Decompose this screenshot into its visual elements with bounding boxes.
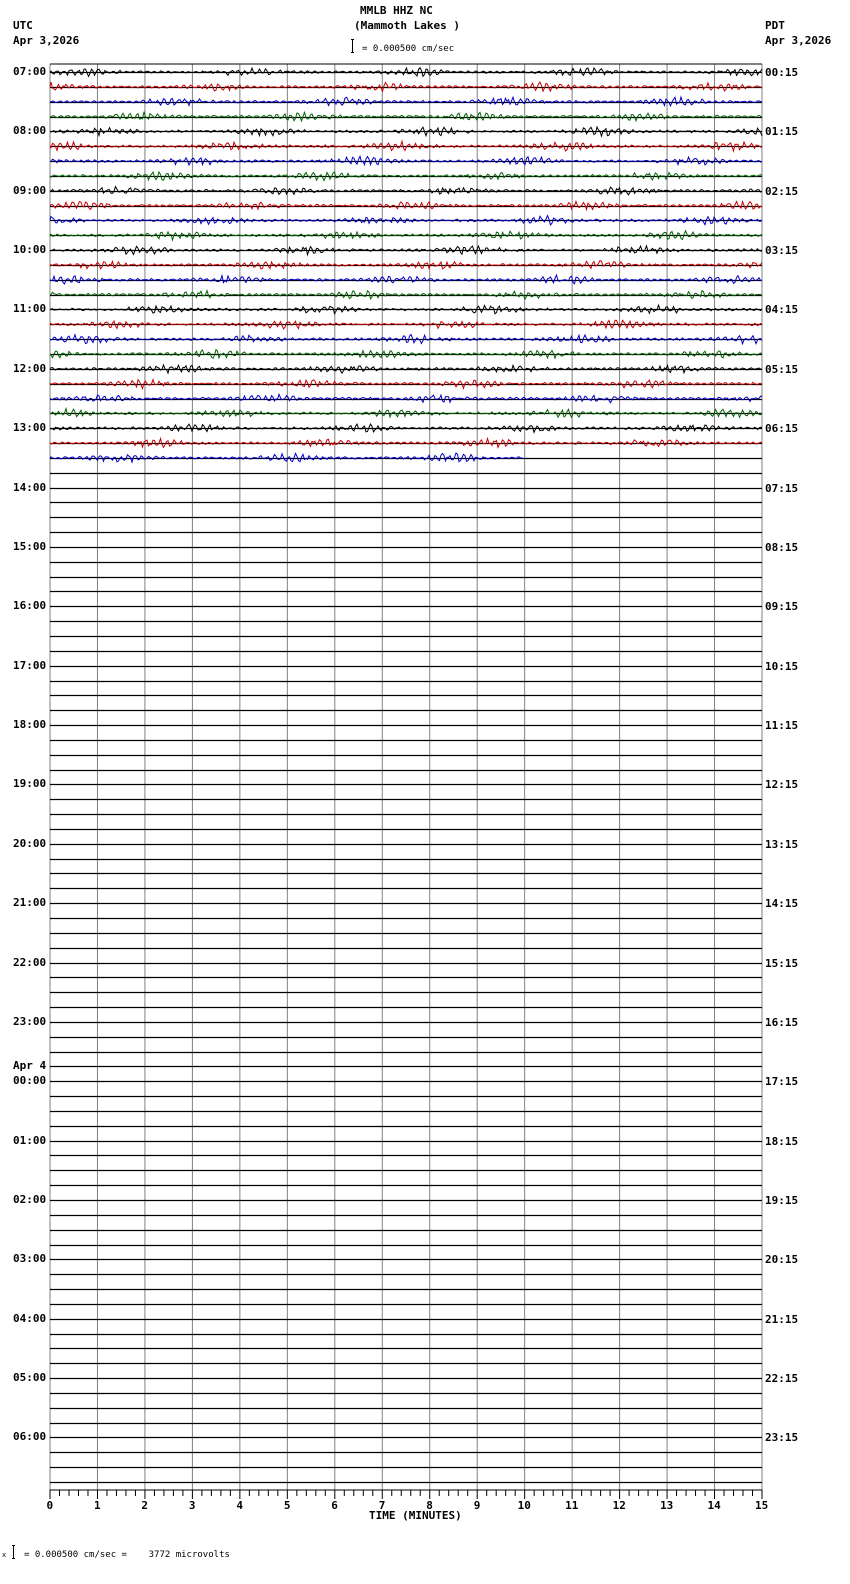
left-hour-label: 05:00 [13, 1371, 47, 1385]
left-hour-label: 04:00 [13, 1311, 47, 1325]
right-hour-label: 21:15 [765, 1312, 799, 1326]
right-hour-label: 09:15 [765, 600, 799, 614]
left-hour-label: 22:00 [13, 955, 47, 969]
right-hour-label: 10:15 [765, 659, 799, 673]
footer-marker: x [2, 1551, 7, 1559]
left-hour-label: 13:00 [13, 421, 47, 435]
x-tick-label: 14 [707, 1499, 721, 1512]
left-hour-label: 01:00 [13, 1133, 47, 1147]
left-hour-label: 10:00 [13, 243, 47, 257]
left-hour-label: 16:00 [13, 599, 47, 613]
right-hour-label: 17:15 [765, 1075, 799, 1089]
left-hour-label: 20:00 [13, 836, 47, 850]
right-hour-label: 02:15 [765, 184, 799, 198]
x-axis-label: TIME (MINUTES) [369, 1509, 462, 1522]
right-hour-label: 19:15 [765, 1194, 799, 1207]
left-hour-label: 00:00 [13, 1074, 47, 1088]
footer-scale-bar-icon [12, 1545, 15, 1559]
left-hour-label: 19:00 [13, 777, 47, 791]
x-tick-label: 8 [426, 1499, 433, 1512]
scale-label: = 0.000500 cm/sec [362, 44, 455, 54]
right-hour-label: 16:15 [765, 1015, 799, 1029]
left-hour-label: 06:00 [13, 1430, 47, 1444]
date-change-label: Apr 4 [13, 1059, 47, 1073]
right-hour-label: 18:15 [765, 1134, 799, 1148]
x-tick-label: 2 [141, 1499, 149, 1512]
right-date: Apr 3,2026 [765, 34, 832, 47]
x-tick-label: 1 [93, 1499, 101, 1512]
right-hour-label: 08:15 [765, 540, 799, 554]
right-hour-label: 01:15 [765, 125, 799, 139]
x-tick-label: 0 [46, 1499, 54, 1512]
right-hour-label: 14:15 [765, 897, 799, 911]
right-hour-label: 20:15 [765, 1253, 799, 1267]
left-date: Apr 3,2026 [13, 34, 80, 47]
left-hour-label: 23:00 [13, 1014, 47, 1028]
right-hour-label: 00:15 [765, 66, 799, 79]
x-tick-label: 7 [378, 1499, 386, 1512]
station-title: MMLB HHZ NC [360, 4, 433, 17]
x-tick-label: 10 [517, 1499, 531, 1512]
left-hour-label: 21:00 [13, 896, 47, 910]
left-hour-label: 08:00 [13, 124, 47, 138]
left-hour-label: 03:00 [13, 1252, 47, 1266]
left-hour-label: 11:00 [13, 302, 47, 316]
footer-scale-note: = 0.000500 cm/sec = 3772 microvolts [24, 1550, 230, 1560]
left-hour-label: 17:00 [13, 658, 47, 672]
left-hour-label: 15:00 [13, 539, 47, 553]
x-tick-label: 13 [660, 1499, 674, 1512]
left-hour-label: 07:00 [13, 65, 47, 78]
x-tick-label: 12 [612, 1499, 626, 1512]
left-hour-label: 09:00 [13, 183, 47, 197]
left-hour-label: 14:00 [13, 480, 47, 494]
right-hour-label: 03:15 [765, 244, 799, 258]
right-hour-label: 05:15 [765, 362, 799, 376]
left-timezone: UTC [13, 19, 33, 32]
x-tick-label: 6 [331, 1499, 338, 1512]
right-hour-label: 07:15 [765, 481, 799, 495]
x-tick-label: 9 [473, 1499, 481, 1512]
right-timezone: PDT [765, 19, 785, 32]
x-tick-label: 4 [236, 1499, 243, 1512]
x-tick-label: 11 [565, 1499, 579, 1512]
right-hour-label: 11:15 [765, 719, 799, 733]
right-hour-label: 12:15 [765, 778, 799, 792]
left-hour-label: 12:00 [13, 361, 47, 375]
left-hour-label: 18:00 [13, 718, 47, 732]
right-hour-label: 22:15 [765, 1372, 799, 1386]
right-hour-label: 23:15 [765, 1431, 799, 1445]
x-tick-label: 3 [188, 1499, 196, 1512]
right-hour-label: 13:15 [765, 837, 799, 851]
right-hour-label: 15:15 [765, 956, 799, 970]
x-tick-label: 15 [755, 1499, 769, 1512]
right-hour-label: 06:15 [765, 422, 799, 436]
station-location: (Mammoth Lakes ) [354, 19, 460, 32]
right-hour-label: 04:15 [765, 303, 799, 317]
left-hour-label: 02:00 [13, 1193, 47, 1206]
x-tick-label: 5 [283, 1499, 291, 1512]
